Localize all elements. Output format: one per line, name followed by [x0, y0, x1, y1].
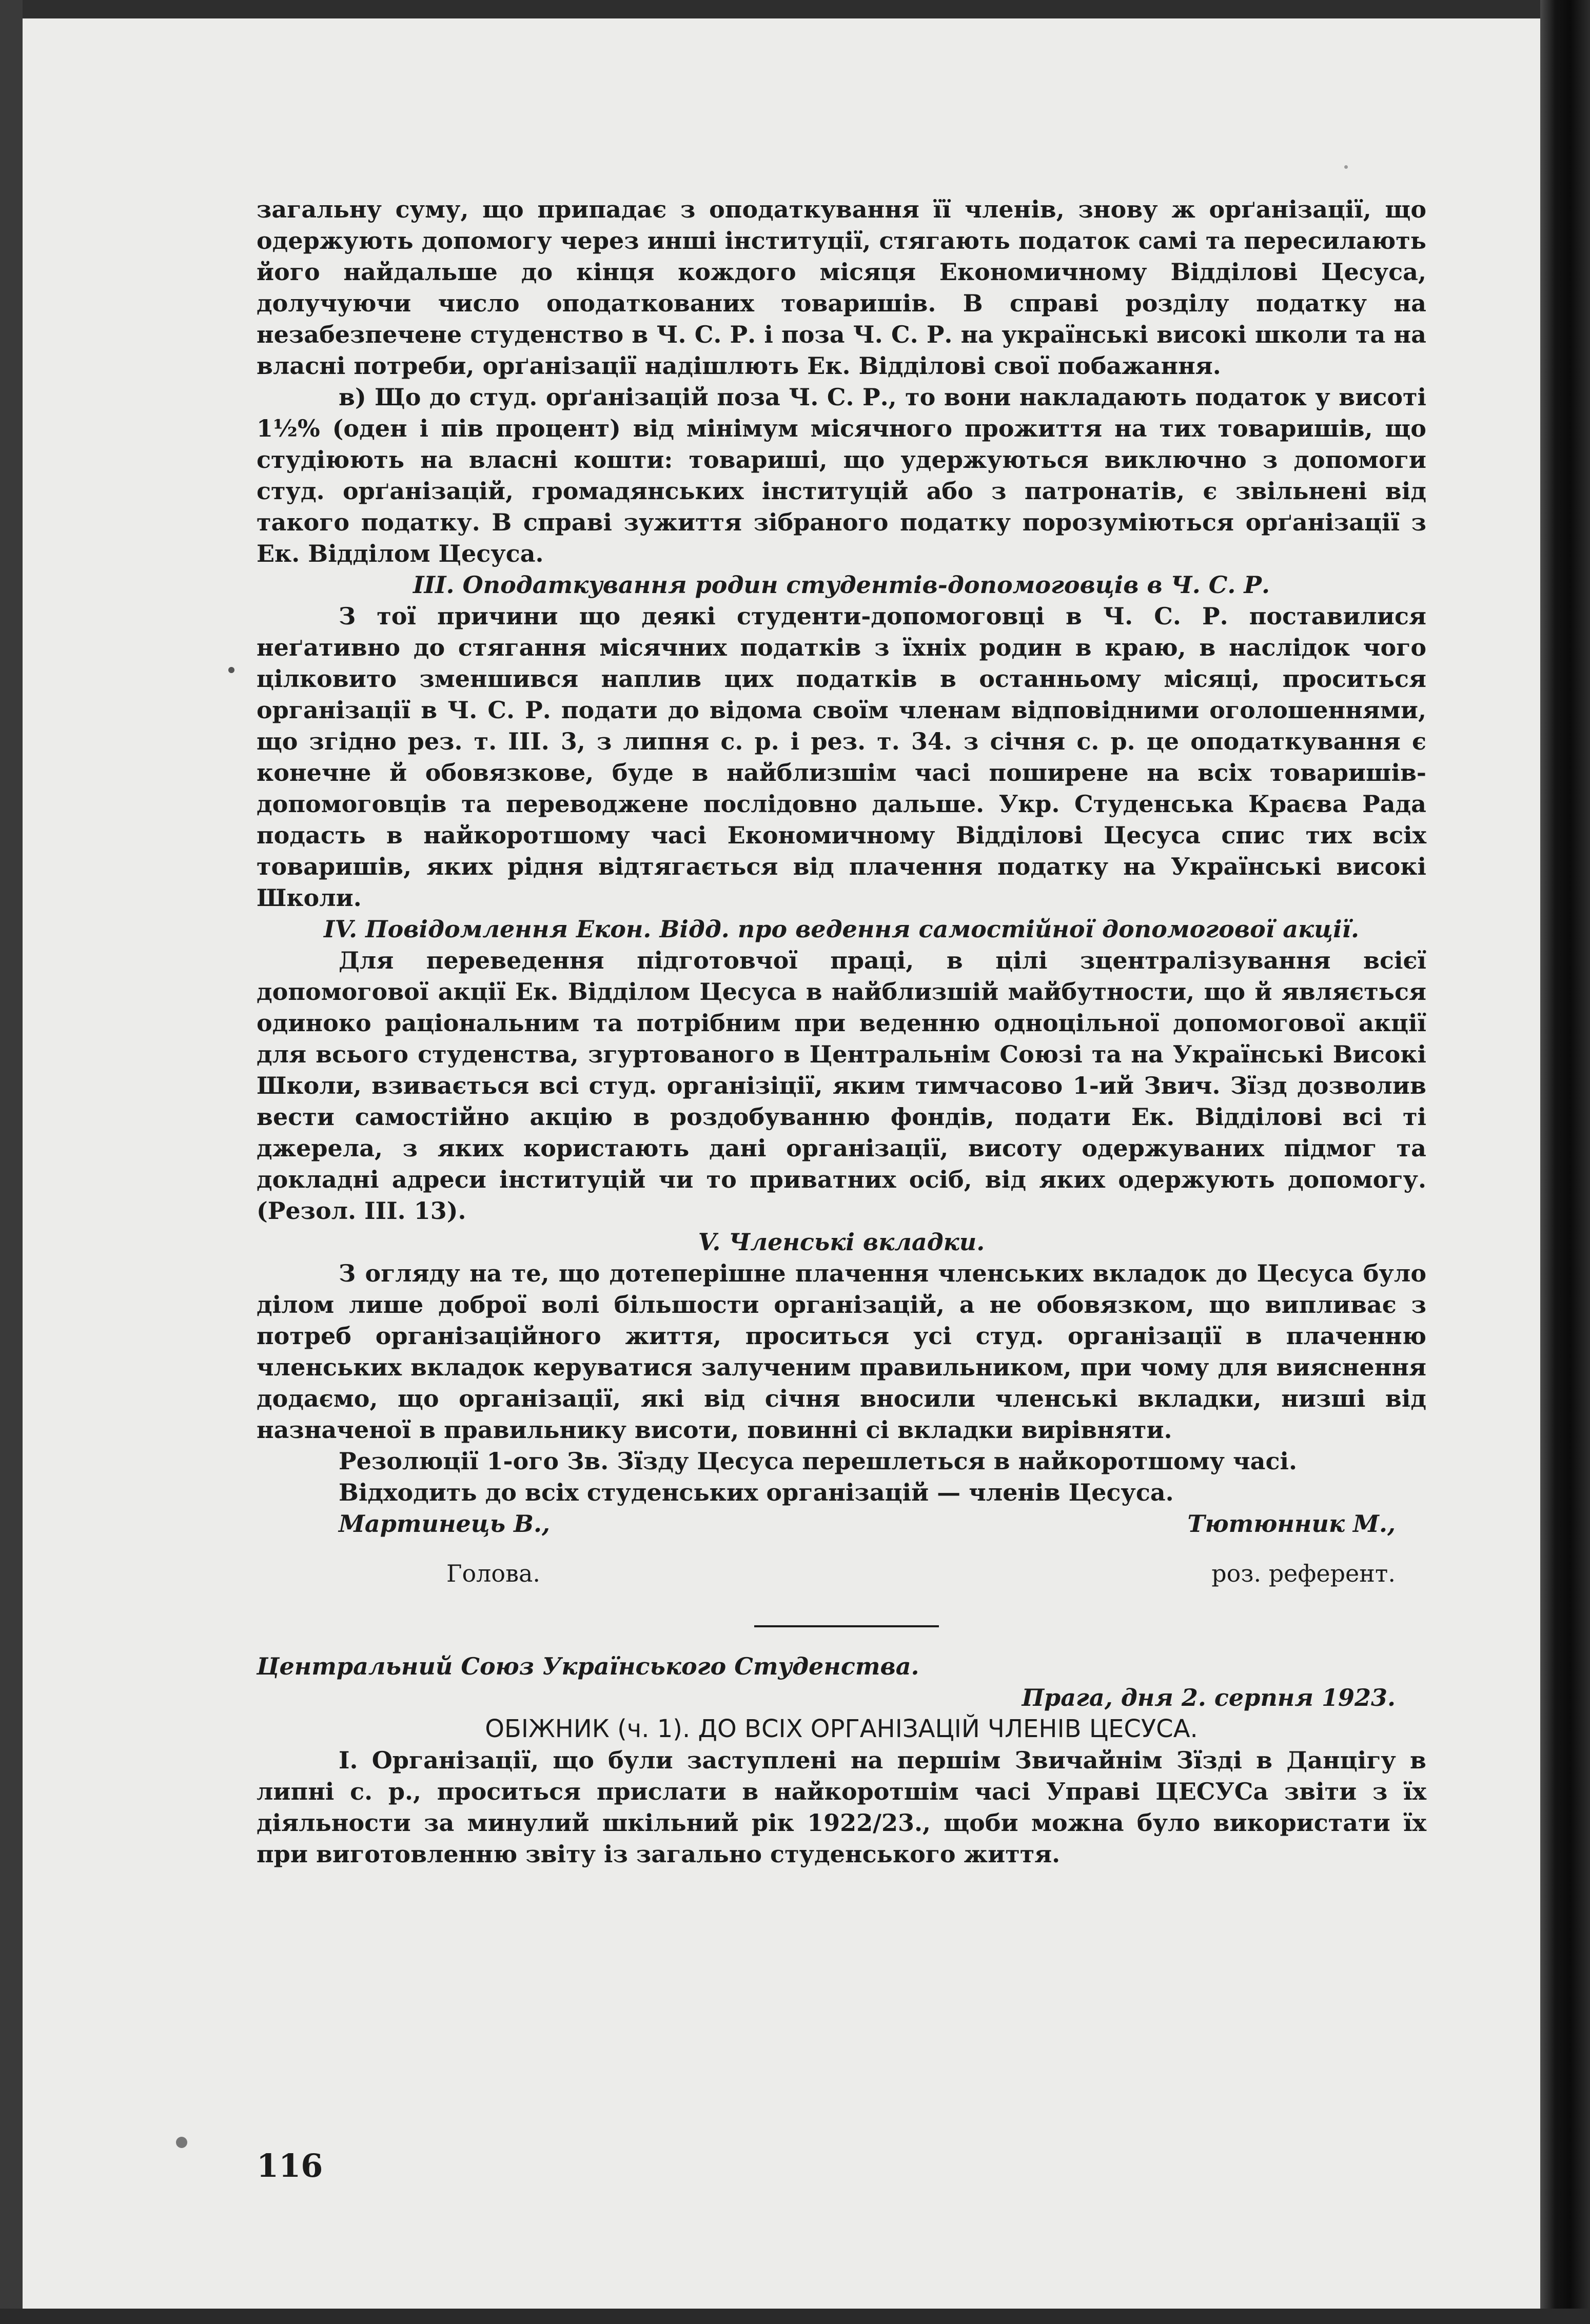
paragraph-iv: Для переведення підготовчої праці, в цілі зцентралізування всієї допомогової акції Ек. Відділом Цесуса в найблизшій майбутности, що й являється одиноко раціональним та потрібним при веденню одноцільної допомогової акції для всього студенства, згуртованого в Центральнім Союзі та на Українські Високі Школи, взивається всі студ. організіції, яким тимчасово 1-ий Звич. Зїзд дозволив вести самостійно акцію в роздобуванню фондів, подати Ек. Відділові всі ті джерела, з яких користають дані організації, висоту одержуваних підмог та докладні адреси інституцій чи то приватних осіб, від яких одержують допомогу. (Резол. III. 13).: [257, 947, 1426, 1225]
paragraph-continuation: загальну суму, що припадає з оподаткування її членів, знову ж орґанізації, що одержують допомогу через инші інституції, стягають податок самі та пересилають його найдальше до кінця кождого місяця Економичному Відділові Цесуса, долучуючи число оподаткованих товаришів. В справі розділу податку на незабезпечене студенство в Ч. С. Р. і поза Ч. С. Р. на українські високі школи та на власні потреби, орґанізації надішлють Ек. Відділові свої побажання.: [257, 195, 1426, 380]
paragraph-iii: З тої причини що деякі студенти-допомоговці в Ч. С. Р. поставилися неґативно до стягання місячних податків з їхніх родин в краю, в наслідок чого цілковито зменшився наплив цих податків в останньому місяці, проситься організації в Ч. С. Р. подати до відома своїм членам відповідними оголошеннями, що згідно рез. т. III. 3, з липня с. р. і рез. т. 34. з січня с. р. це оподаткування є конечне й обовязкове, буде в найблизшім часі поширене на всіх товаришів-допомоговців та переводжене послідовно дальше. Укр. Студенська Краєва Рада подасть в найкоротшому часі Економичному Відділові Цесуса спис тих всіх товаришів, яких рідня відтягається від плачення податку на Українські високі Школи.: [257, 602, 1426, 912]
ink-speck: [1344, 165, 1348, 169]
scan-border-bottom: [0, 2309, 1590, 2324]
signature-left-name: Мартинець В.,: [339, 1510, 551, 1538]
section-heading-v: V. Членські вкладки.: [698, 1228, 985, 1256]
scan-border-left: [0, 0, 23, 2324]
page-number: 116: [257, 2147, 323, 2184]
paragraph-resolutions: Резолюції 1-ого Зв. Зїзду Цесуса перешлеться в найкоротшому часі.: [339, 1447, 1297, 1475]
book-gutter: [1540, 0, 1590, 2324]
signature-left-role: Голова.: [446, 1560, 541, 1587]
section-heading-iii: III. Оподаткування родин студентів-допомоговців в Ч. С. Р.: [413, 571, 1270, 599]
paragraph-v-members: З огляду на те, що дотеперішне плачення членських вкладок до Цесуса було ділом лише доброї волі більшости організацій, а не обовязком, що випливає з потреб організаційного життя, проситься усі студ. організації в плаченню членських вкладок керуватися залученим правильником, при чому для вияснення додаємо, що організації, які від січня вносили членські вкладки, низші від назначеної в правильнику висоти, повинні сі вкладки вирівняти.: [257, 1259, 1426, 1444]
signature-right-role: роз. референт.: [1211, 1560, 1396, 1587]
circular-paragraph-1: І. Організації, що були заступлені на першім Звичайнім Зїзді в Данцігу в липні с. р., проситься прислати в найкоротшім часі Управі ЦЕСУСа звіти з їх діяльности за минулий шкільний рік 1922/23., щоби можна було використати їх при виготовленню звіту із загально студенського життя.: [257, 1746, 1426, 1868]
circular-date: Прага, дня 2. серпня 1923.: [1022, 1684, 1396, 1711]
signature-names: [257, 1508, 1426, 1540]
ink-speck: [228, 667, 234, 673]
organization-name: Центральний Союз Українського Студенства.: [257, 1652, 919, 1680]
ink-speck: [176, 2137, 187, 2148]
signature-roles: [257, 1558, 1426, 1589]
section-heading-iv: IV. Повідомлення Екон. Відд. про ведення самостійної допомогової акції.: [323, 915, 1360, 943]
signature-right-name: Тютюнник М.,: [1187, 1510, 1396, 1538]
divider-wrap: [257, 1589, 1426, 1651]
paragraph-v: в) Що до студ. орґанізацій поза Ч. С. Р., то вони накладають податок у висоті 1½% (оден і пів процент) від мінімум місячного прожиття на тих товаришів, що студіюють на власні кошти: товариші, що удержуються виключно з допомоги студ. орґанізацій, громадянських інституцій або з патронатів, є звільнені від такого податку. В справі зужиття зібраного податку порозуміються орґанізації з Ек. Відділом Цесуса.: [257, 383, 1426, 567]
circular-title: ОБІЖНИК (ч. 1). ДО ВСІХ ОРГАНІЗАЦІЙ ЧЛЕНІВ ЦЕСУСА.: [485, 1715, 1198, 1743]
paragraph-dispatch: Відходить до всіх студенських організацій — членів Цесуса.: [339, 1479, 1174, 1506]
page-text: [257, 194, 1426, 1870]
divider-rule: [754, 1625, 939, 1627]
scan-border-top: [0, 0, 1590, 18]
